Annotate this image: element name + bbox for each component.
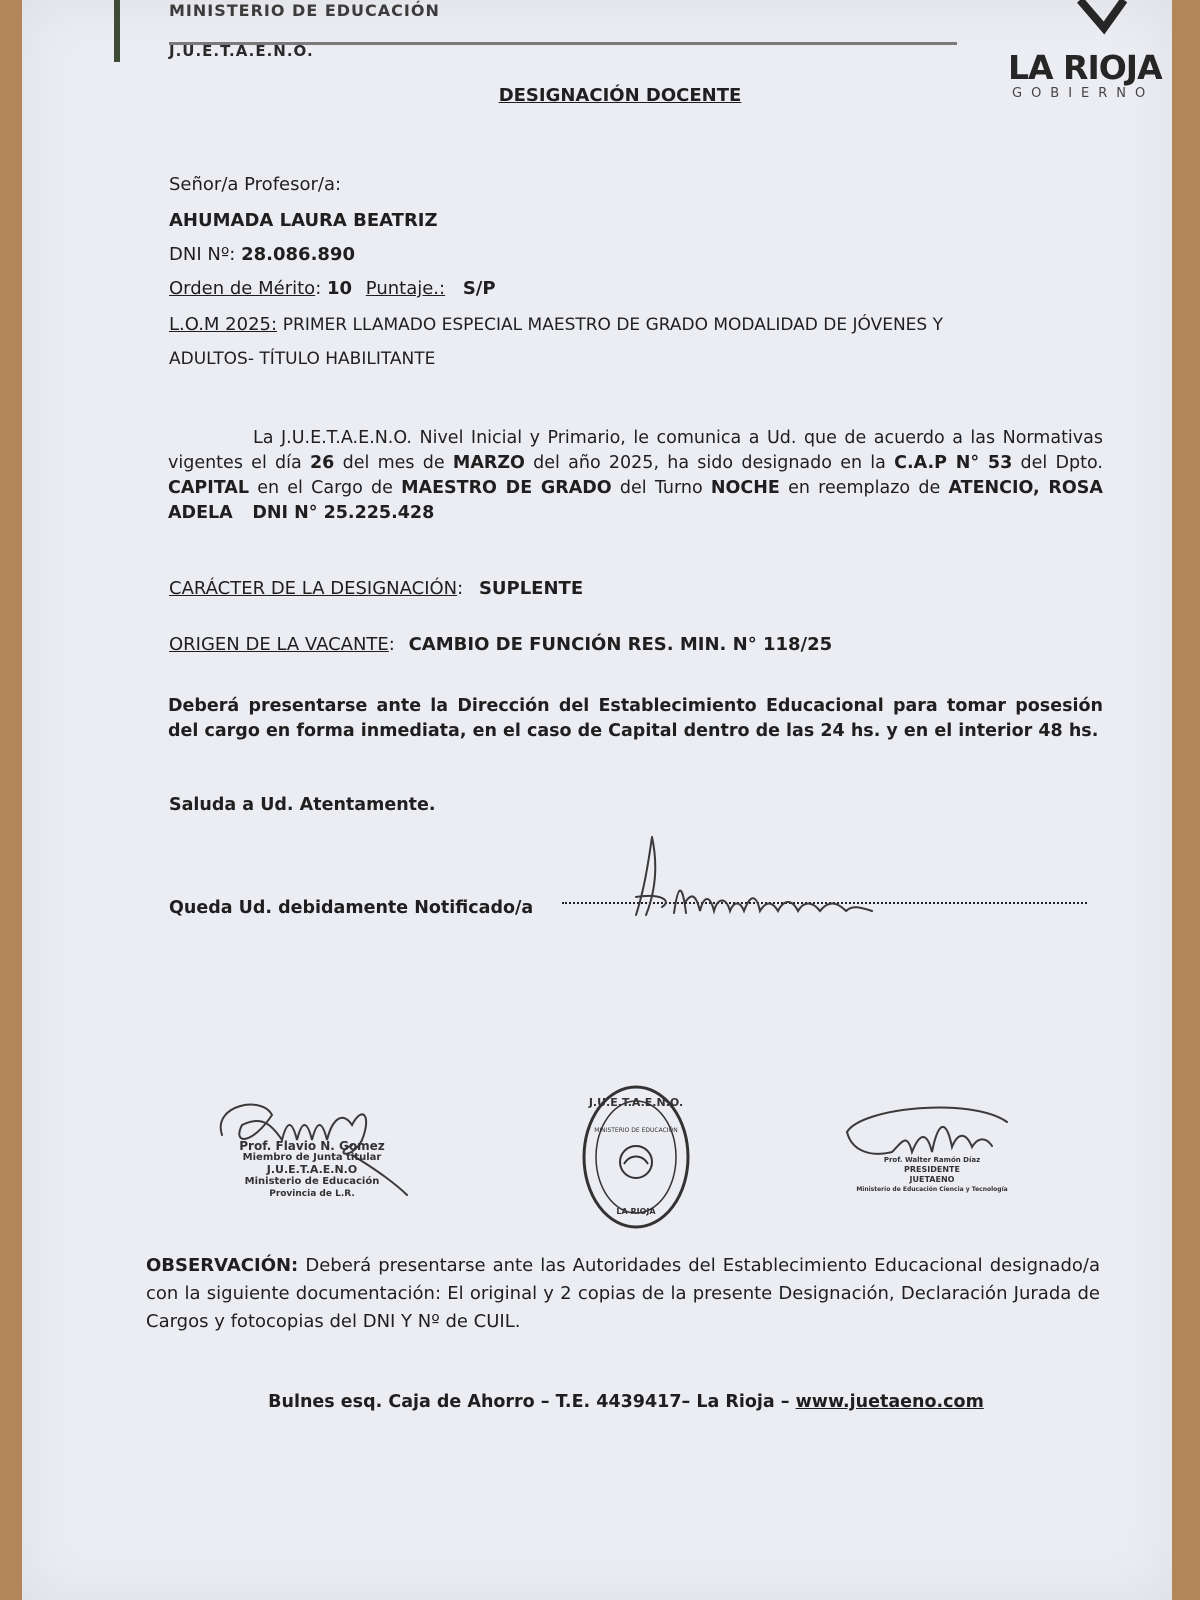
left-signatory-province: Provincia de L.R. <box>269 1189 355 1199</box>
character-row: CARÁCTER DE LA DESIGNACIÓN: SUPLENTE <box>169 578 584 599</box>
body-text: del Dpto. <box>1020 453 1103 473</box>
origin-value: CAMBIO DE FUNCIÓN RES. MIN. N° 118/25 <box>408 634 833 655</box>
dni-label: DNI Nº: <box>169 244 236 265</box>
footer-website-link[interactable]: www.juetaeno.com <box>795 1392 984 1412</box>
official-stamp <box>580 1082 692 1232</box>
notified-label: Queda Ud. debidamente Notificado/a <box>169 898 534 918</box>
left-signatory-org: J.U.E.T.A.E.N.O <box>266 1163 358 1176</box>
presentation-instructions: Deberá presentarse ante la Dirección del Establecimiento Educacional para tomar posesión del cargo en forma inmediata, en el caso de Capital dentro de las 24 hs. y en el interior 48 hs. <box>168 696 1103 741</box>
org-name: J.U.E.T.A.E.N.O. <box>169 42 314 60</box>
score-label: Puntaje.: <box>365 278 446 299</box>
observation-text: Deberá presentarse ante las Autoridades del Establecimiento Educacional designado/a con la siguiente documentación: El original y 2 copias de la presente Designación, Declaración Jurada de Cargos y fotocopias del DNI Y Nº de CUIL. <box>146 1255 1100 1332</box>
body-text: del año 2025, ha sido designado en la <box>533 453 886 473</box>
right-signatory-name: Prof. Walter Ramón Díaz <box>883 1156 981 1164</box>
lom-text-line1: PRIMER LLAMADO ESPECIAL MAESTRO DE GRADO MODALIDAD DE JÓVENES Y <box>282 315 943 335</box>
observation-label: OBSERVACIÓN: <box>146 1255 299 1276</box>
ministry-name: MINISTERIO DE EDUCACIÓN <box>169 1 440 20</box>
dni-row <box>169 242 355 268</box>
merit-row: Orden de Mérito: 10 Puntaje.: S/P <box>169 278 496 299</box>
observation-block <box>146 1252 1100 1336</box>
designation-month: MARZO <box>452 453 525 473</box>
dni-value: 28.086.890 <box>241 244 355 265</box>
lom-text-line2: ADULTOS- TÍTULO HABILITANTE <box>169 349 436 369</box>
right-signatory-foot: Ministerio de Educación Ciencia y Tecnología <box>856 1186 1008 1193</box>
replaced-teacher-dni: DNI N° 25.225.428 <box>252 503 435 523</box>
salutation: Señor/a Profesor/a: <box>169 174 342 195</box>
body-text: La J.U.E.T.A.E.N.O. Nivel Inicial y Primario, le comunica a Ud. que de acuerdo a las Normativas vigentes el día <box>168 428 1103 473</box>
footer-address: Bulnes esq. Caja de Ahorro – T.E. 4439417– La Rioja – <box>268 1392 790 1412</box>
teacher-signature <box>622 835 902 925</box>
designation-paragraph <box>168 426 1103 526</box>
document-sheet <box>22 0 1172 1600</box>
right-signatory-org: JUETAENO <box>909 1175 955 1184</box>
merit-label: Orden de Mérito <box>169 278 316 299</box>
department: CAPITAL <box>168 478 249 498</box>
document-title: DESIGNACIÓN DOCENTE <box>498 85 742 106</box>
school-name: C.A.P N° 53 <box>894 453 1013 473</box>
lom-label: L.O.M 2025: <box>169 314 278 335</box>
character-value: SUPLENTE <box>478 578 584 599</box>
greeting: Saluda a Ud. Atentamente. <box>169 795 436 815</box>
stamp-ring-text: MINISTERIO DE EDUCACIÓN <box>594 1127 678 1134</box>
logo-wordmark: LA RIOJA <box>1008 48 1162 87</box>
right-signatory-block <box>852 1155 1012 1195</box>
header-accent-bar <box>114 0 120 62</box>
replaced-teacher: ATENCIO, ROSA ADELA <box>168 478 1103 523</box>
stamp-bottom-text: LA RIOJA <box>616 1207 656 1216</box>
merit-value: 10 <box>326 278 353 299</box>
left-signatory-dept: Ministerio de Educación <box>244 1176 380 1187</box>
score-value: S/P <box>462 278 496 299</box>
teacher-name: AHUMADA LAURA BEATRIZ <box>169 210 438 231</box>
character-label: CARÁCTER DE LA DESIGNACIÓN <box>169 578 458 599</box>
body-text: del mes de <box>342 453 445 473</box>
la-rioja-logo-icon <box>1072 0 1132 36</box>
left-signatory-name: Prof. Flavio N. Gomez <box>239 1139 385 1153</box>
lom-row <box>169 312 943 338</box>
shift: NOCHE <box>710 478 780 498</box>
body-text: del Turno <box>619 478 703 498</box>
left-signatory-role: Miembro de Junta titular <box>242 1152 382 1163</box>
left-signatory-block <box>202 1140 422 1200</box>
footer <box>22 1392 1200 1412</box>
designation-day: 26 <box>310 453 335 473</box>
position: MAESTRO DE GRADO <box>401 478 612 498</box>
logo-subtitle: GOBIERNO <box>1012 86 1155 101</box>
origin-row: ORIGEN DE LA VACANTE: CAMBIO DE FUNCIÓN RES. MIN. N° 118/25 <box>169 634 833 655</box>
right-signatory-role: PRESIDENTE <box>904 1165 960 1174</box>
stamp-top-text: J.U.E.T.A.E.N.O. <box>588 1096 684 1109</box>
body-text: en el Cargo de <box>257 478 393 498</box>
body-text: en reemplazo de <box>788 478 941 498</box>
origin-label: ORIGEN DE LA VACANTE <box>169 634 389 655</box>
